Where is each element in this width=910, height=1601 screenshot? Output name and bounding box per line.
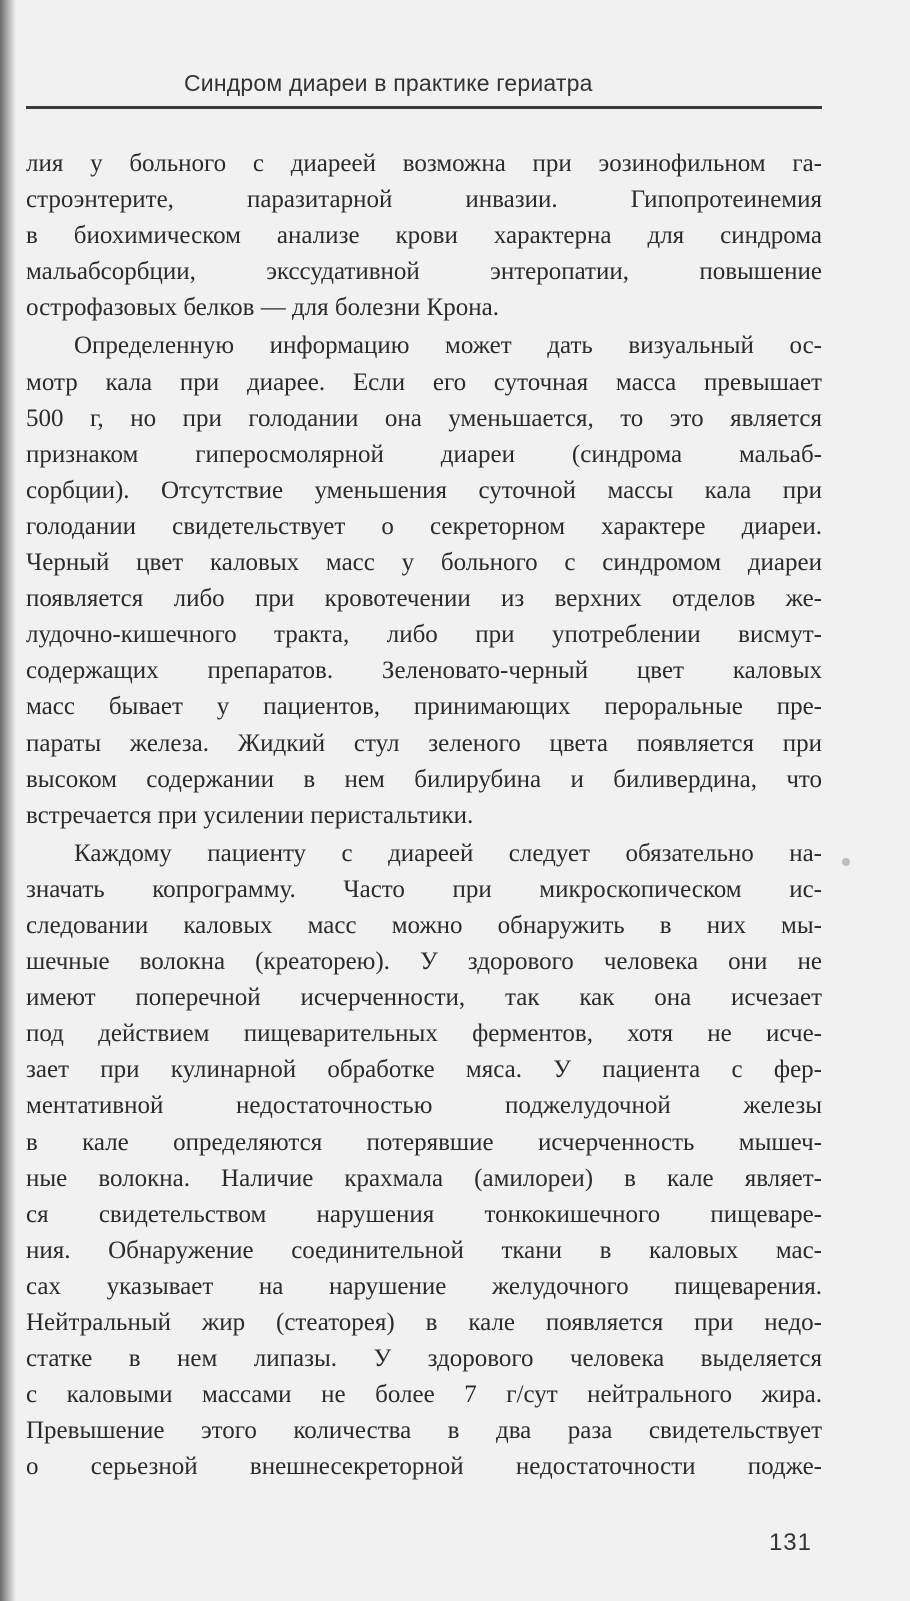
text-line: с каловыми массами не более 7 г/сут нейтрального жира. [26, 1381, 822, 1409]
text-line: содержащих препаратов. Зеленовато-черный цвет каловых [26, 657, 822, 685]
body-text [26, 146, 822, 1485]
text-line: в кале определяются потерявшие исчерченность мышеч- [26, 1128, 822, 1156]
text-line: имеют поперечной исчерченности, так как она исчезает [26, 984, 822, 1012]
text-line: 500 г, но при голодании она уменьшается, то это является [26, 404, 822, 432]
page-number: 131 [768, 1529, 812, 1556]
text-line: Определенную информацию может дать визуальный ос- [74, 332, 822, 360]
text-line: под действием пищеварительных ферментов, хотя не исче- [26, 1020, 822, 1048]
text-line: лудочно-кишечного тракта, либо при употреблении висмут- [26, 621, 822, 649]
text-line: Каждому пациенту с диареей следует обязательно на- [74, 839, 822, 867]
running-head-rule [26, 106, 822, 109]
text-line: сах указывает на нарушение желудочного пищеварения. [26, 1272, 822, 1300]
text-line: мальабсорбции, экссудативной энтеропатии, повышение [26, 258, 822, 286]
text-line: ния. Обнаружение соединительной ткани в каловых мас- [26, 1236, 822, 1264]
text-line: зает при кулинарной обработке мяса. У пациента с фер- [26, 1056, 822, 1084]
text-line: появляется либо при кровотечении из верхних отделов же- [26, 585, 822, 613]
text-line: значать копрограмму. Часто при микроскопическом ис- [26, 875, 822, 903]
text-line: Нейтральный жир (стеаторея) в кале появляется при недо- [26, 1309, 822, 1336]
text-line: Превышение этого количества в два раза свидетельствует [26, 1417, 822, 1445]
text-line: ные волокна. Наличие крахмала (амилореи) в кале являет- [26, 1164, 822, 1192]
book-page [26, 0, 822, 1601]
text-line: признаком гиперосмолярной диареи (синдрома мальаб- [26, 440, 822, 468]
text-line: встречается при усилении перистальтики. [26, 801, 474, 829]
text-line: лия у больного с диареей возможна при эозинофильном га- [26, 150, 822, 177]
text-line: шечные волокна (креаторею). У здорового человека они не [26, 948, 822, 976]
text-line: ся свидетельством нарушения тонкокишечного пищеваре- [26, 1200, 822, 1228]
paragraph [26, 328, 822, 833]
scan-speck [842, 858, 850, 866]
text-line: о серьезной внешнесекреторной недостаточности подже- [26, 1453, 822, 1481]
text-line: следовании каловых масс можно обнаружить в них мы- [26, 911, 822, 939]
text-line: голодании свидетельствует о секреторном характере диареи. [26, 512, 822, 540]
page-edge-shadow [0, 0, 16, 1601]
paragraph [26, 146, 822, 326]
running-head-title: Синдром диареи в практике гериатра [184, 70, 593, 96]
paragraph [26, 836, 822, 1486]
running-head [26, 70, 822, 106]
text-line: масс бывает у пациентов, принимающих пероральные пре- [26, 693, 822, 721]
text-line: Черный цвет каловых масс у больного с синдромом диареи [26, 549, 822, 577]
text-line: мотр кала при диарее. Если его суточная масса превышает [26, 368, 822, 396]
text-line: строэнтерите, паразитарной инвазии. Гипопротеинемия [26, 186, 822, 214]
text-line: высоком содержании в нем билирубина и биливердина, что [26, 765, 822, 793]
text-line: острофазовых белков — для болезни Крона. [26, 294, 499, 322]
text-line: статке в нем липазы. У здорового человека выделяется [26, 1345, 822, 1373]
text-line: в биохимическом анализе крови характерна для синдрома [26, 222, 822, 250]
text-line: ментативной недостаточностью поджелудочной железы [26, 1092, 822, 1120]
text-line: параты железа. Жидкий стул зеленого цвета появляется при [26, 729, 822, 757]
text-line: сорбции). Отсутствие уменьшения суточной массы кала при [26, 476, 822, 504]
